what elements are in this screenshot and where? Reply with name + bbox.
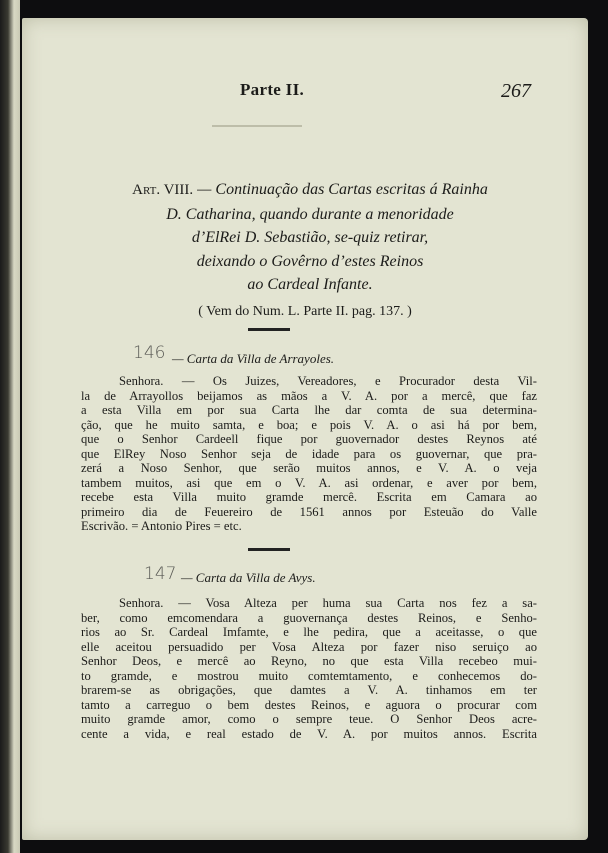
- source-note: ( Vem do Num. L. Parte II. pag. 137. ): [198, 304, 412, 319]
- text-line: recebe esta Villa muito gramde mercê. Escrita em Camara ao: [81, 490, 537, 504]
- text-line: Senhora. — Os Juizes, Vereadores, e Procurador desta Vil-: [119, 374, 537, 388]
- faded-divider: [212, 125, 302, 127]
- letter-body: [81, 374, 537, 534]
- adjacent-page-edge: [0, 0, 20, 853]
- text-line: muito gramde amor, como o sempre teue. O Senhor Deos acre-: [81, 712, 537, 726]
- running-head: Parte II.: [240, 80, 305, 99]
- article-title-line: D. Catharina, quando durante a menoridade: [166, 205, 454, 223]
- text-line: tamto a carreguo o bem destes Reinos, e aguora o procurar com: [81, 697, 537, 712]
- article-title-line: ao Cardeal Infante.: [247, 276, 373, 293]
- book-page: [22, 18, 588, 840]
- text-line: to gramde, e mostrou muito comtemtamento, e conhecemos do-: [81, 668, 537, 683]
- text-line: a esta Villa em por sua Carta lhe dar comta de sua determina-: [81, 403, 537, 417]
- article-heading: [82, 178, 538, 297]
- article-label: Art. VIII.: [132, 182, 194, 198]
- text-line: ber, como emcomendara a guovernança destes Reinos, e Senho-: [81, 610, 537, 625]
- text-line: que o Senhor Cardeell fique por guovernador destes Reynos até: [81, 432, 537, 446]
- page-number: 267: [501, 80, 531, 102]
- text-line: elle aceitou persuadido per Vosa Alteza por fazer niso seruiço ao: [81, 639, 537, 654]
- text-line: zerá a Noso Senhor, que serão muitos annos, e V. A. o veja: [81, 461, 537, 475]
- text-line: rios ao Sr. Cardeal Imfamte, e lhe pedira, que a aceitasse, o que: [81, 625, 537, 639]
- letter-title: — Carta da Villa de Avys.: [181, 570, 316, 585]
- letter-body: [81, 596, 537, 741]
- text-line: cente a vida, e real estado de V. A. por muitos annos. Escrita: [81, 726, 537, 741]
- article-title-line: deixando o Govêrno d’estes Reinos: [196, 252, 424, 270]
- text-line: tambem muitos, asi que em o V. A. asi ordenar, e aver por bem,: [81, 475, 537, 490]
- text-line: primeiro dia de Feuereiro de 1561 annos por Esteuão do Valle: [81, 504, 537, 519]
- text-line: Senhora. — Vosa Alteza per huma sua Carta nos fez a sa-: [119, 596, 537, 610]
- handwritten-letter-number: 147: [144, 564, 177, 584]
- text-line: que ElRey Noso Senhor seja de idade para os guovernar, que pra-: [81, 446, 537, 461]
- text-line: brarem-se as obrigações, que damtes a V. A. tinhamos em ter: [81, 683, 537, 697]
- letter-title: — Carta da Villa de Arrayoles.: [172, 351, 335, 366]
- section-rule: [248, 328, 290, 331]
- text-line: Senhor Deos, e mercê ao Reyno, no que esta Villa recebeo mui-: [81, 654, 537, 668]
- text-line: la de Arrayollos beijamos as mãos a V. A. por a mercê, que faz: [81, 388, 537, 403]
- text-line: ção, que he muito samta, e boa; e pois V. A. o asi há por bem,: [81, 417, 537, 432]
- section-rule: [248, 548, 290, 551]
- text-line: Escrivão. = Antonio Pires = etc.: [81, 519, 242, 533]
- handwritten-letter-number: 146: [133, 343, 166, 363]
- article-title-line: d’ElRei D. Sebastião, se-quiz retirar,: [191, 229, 429, 246]
- article-title-line: Art. VIII. — Continuação das Cartas escritas á Rainha: [132, 181, 488, 198]
